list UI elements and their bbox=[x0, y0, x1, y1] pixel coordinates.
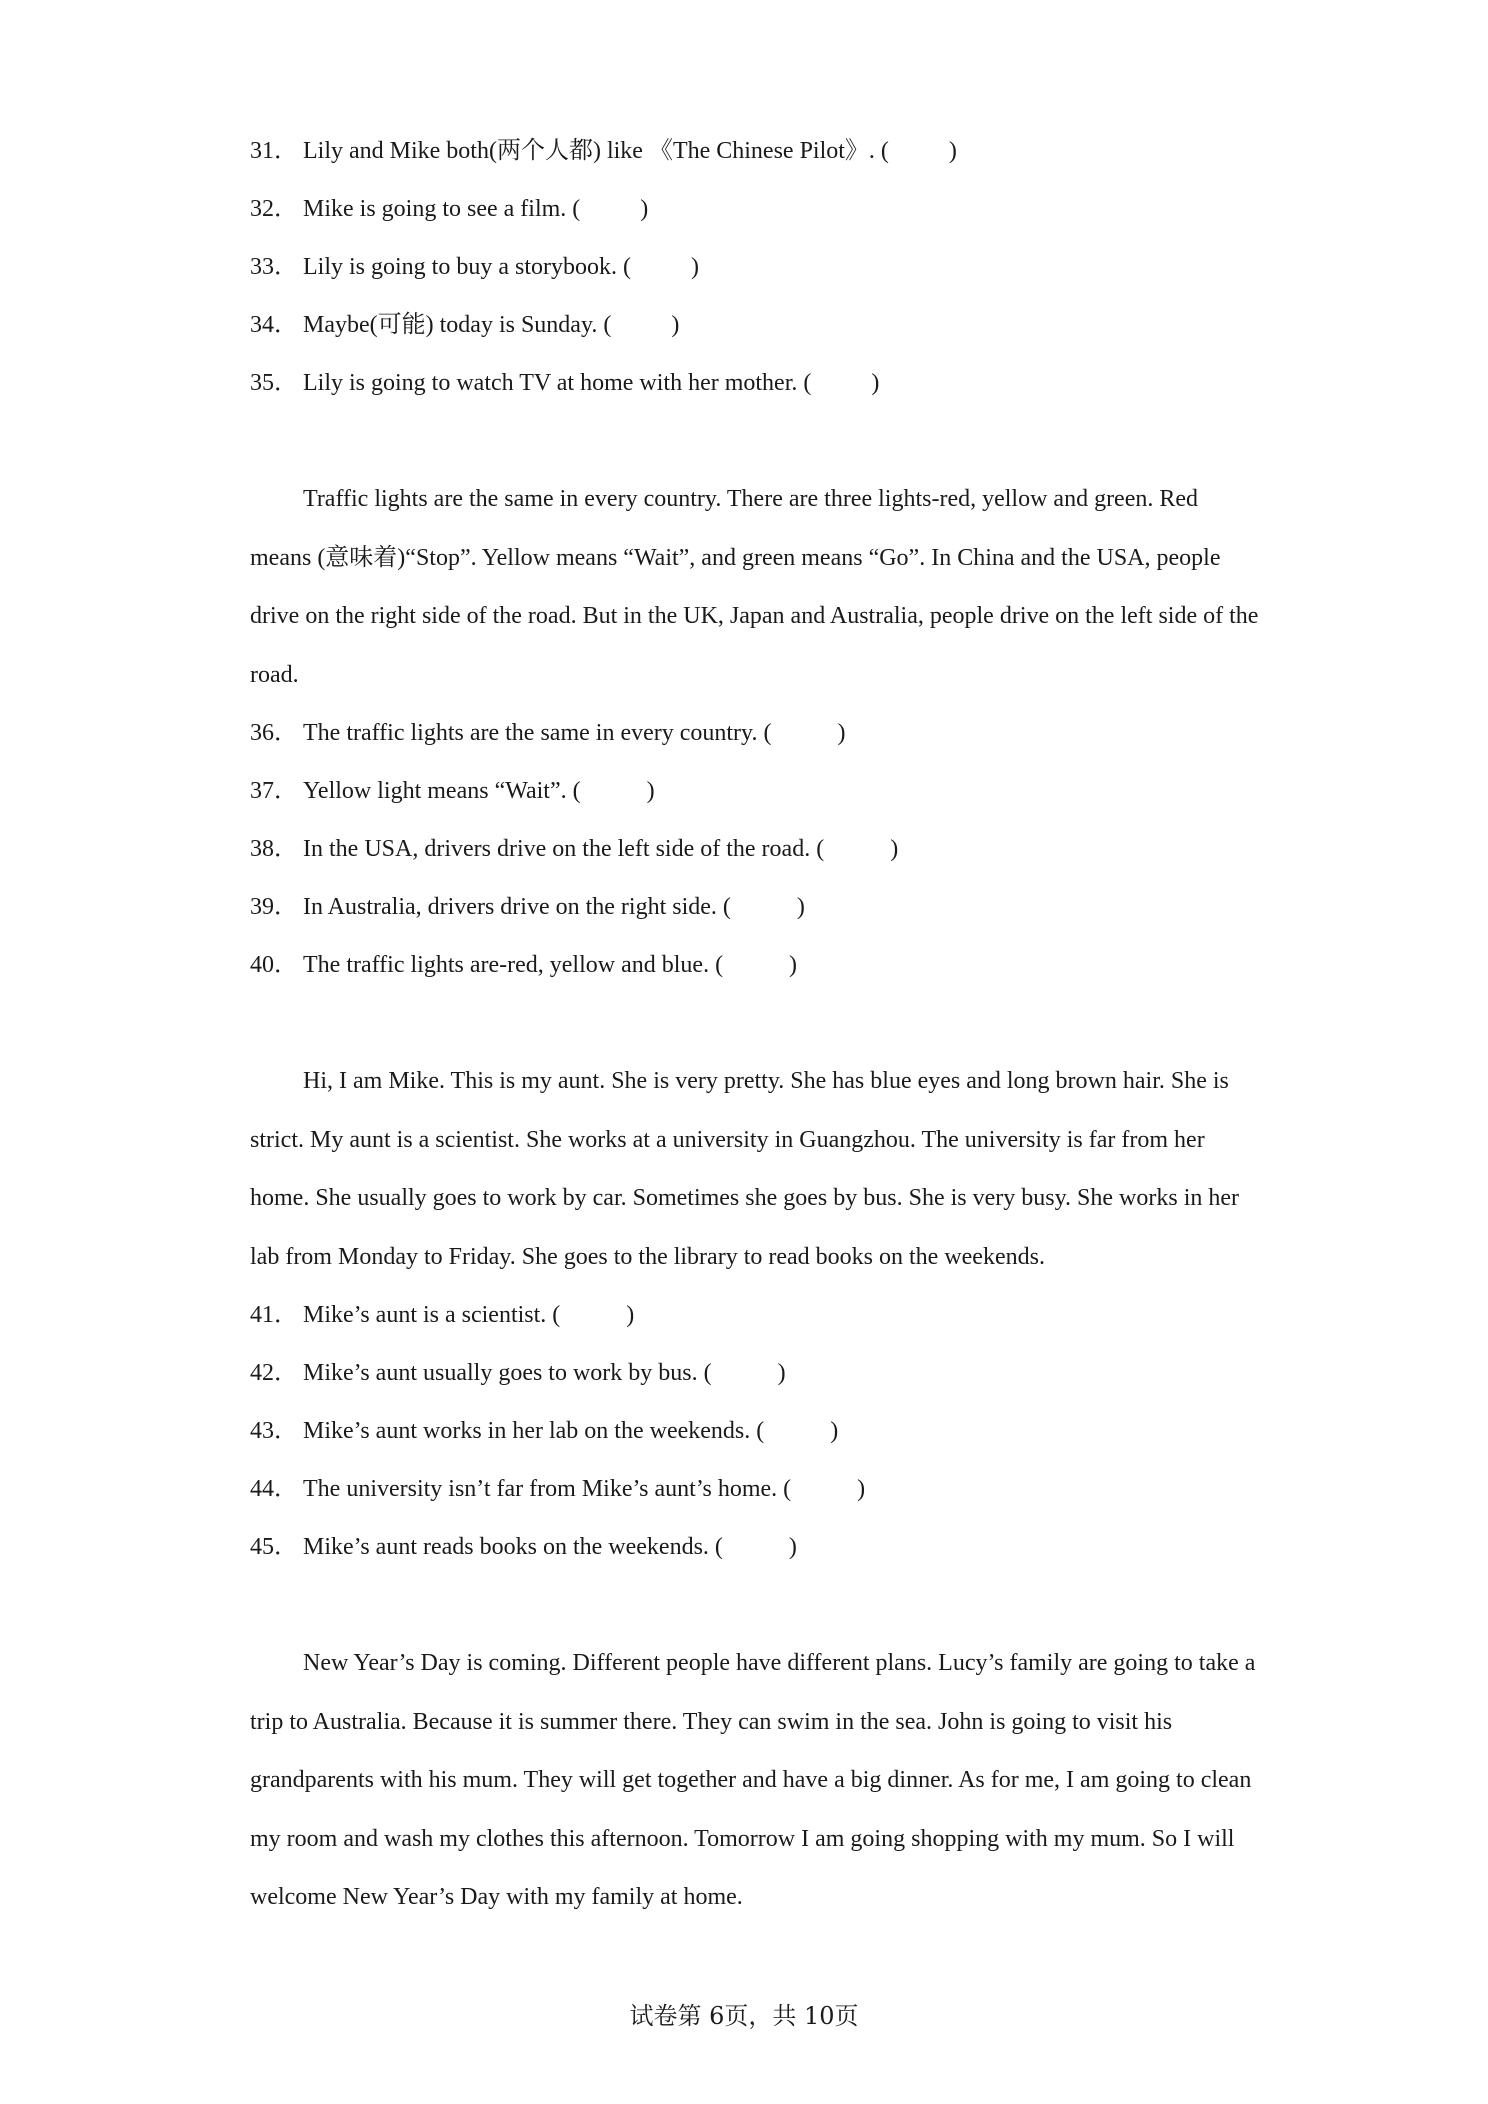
passage-traffic-lights: Traffic lights are the same in every country. There are three lights-red, yellow and green. Red means (意味着)“Stop”. Yellow means “Wait”, and green means “Go”. In China and the USA, people drive on the right side of the road. But in the UK, Japan and Australia, people drive on the left side of the road. bbox=[250, 486, 1259, 688]
page-footer: 试卷第 6页，共 10页 bbox=[629, 2002, 859, 2030]
question-43: 43． Mike’s aunt works in her lab on the weekends. ( ) bbox=[250, 1418, 839, 1444]
question-33: 33． Lily is going to buy a storybook. ( ) bbox=[250, 254, 699, 280]
question-group-3 bbox=[250, 1286, 1260, 1576]
question-37: 37． Yellow light means “Wait”. ( ) bbox=[250, 778, 655, 804]
question-31: 31． Lily and Mike both(两个人都) like 《The Chinese Pilot》. ( ) bbox=[250, 138, 957, 164]
question-44: 44． The university isn’t far from Mike’s aunt’s home. ( ) bbox=[250, 1476, 866, 1502]
passage-mikes-aunt: Hi, I am Mike. This is my aunt. She is very pretty. She has blue eyes and long brown hair. She is strict. My aunt is a scientist. She works at a university in Guangzhou. The university is far from her home. She usually goes to work by car. Sometimes she goes by bus. She is very busy. She works in her lab from Monday to Friday. She goes to the library to read books on the weekends. bbox=[250, 1068, 1240, 1270]
question-group-2 bbox=[250, 704, 1260, 994]
question-41: 41． Mike’s aunt is a scientist. ( ) bbox=[250, 1302, 635, 1328]
question-42: 42． Mike’s aunt usually goes to work by bus. ( ) bbox=[250, 1360, 786, 1386]
question-45: 45． Mike’s aunt reads books on the weekends. ( ) bbox=[250, 1534, 797, 1560]
question-36: 36． The traffic lights are the same in every country. ( ) bbox=[250, 720, 846, 746]
question-32: 32． Mike is going to see a film. ( ) bbox=[250, 196, 649, 222]
question-39: 39． In Australia, drivers drive on the right side. ( ) bbox=[250, 894, 805, 920]
question-35: 35． Lily is going to watch TV at home with her mother. ( ) bbox=[250, 370, 880, 396]
question-group-1 bbox=[250, 122, 1260, 412]
passage-new-years-day: New Year’s Day is coming. Different people have different plans. Lucy’s family are going to take a trip to Australia. Because it is summer there. They can swim in the sea. John is going to visit his grandparents with his mum. They will get together and have a big dinner. As for me, I am going to clean my room and wash my clothes this afternoon. Tomorrow I am going shopping with my mum. So I will welcome New Year’s Day with my family at home. bbox=[250, 1650, 1256, 1910]
question-34: 34． Maybe(可能) today is Sunday. ( ) bbox=[250, 312, 680, 338]
question-40: 40． The traffic lights are-red, yellow and blue. ( ) bbox=[250, 952, 798, 978]
exam-page bbox=[250, 122, 1260, 1927]
question-38: 38． In the USA, drivers drive on the left side of the road. ( ) bbox=[250, 836, 899, 862]
